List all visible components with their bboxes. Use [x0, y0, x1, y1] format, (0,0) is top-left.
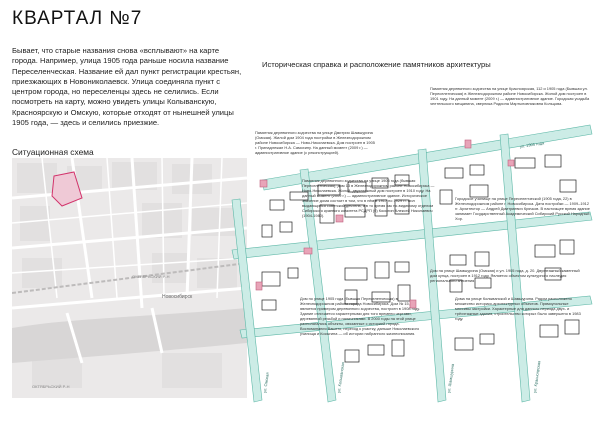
street-label-krasnoyarskaya: ул. Красноярская — [532, 360, 542, 394]
monument-note-6: Дом по улице 1905 года (бывшая Переселенческая) в Железнодорожном районе города Новосибирска. Дом № 15, является примером деревянного зодчества, построен в 1908 году. Здание отличается характерными для того времени чертами, деревянной резьбой и наличниками. В 2000 годы на этой улице располагались объекты, связанные с историей города. Воспоминания Вашего, переход к участку, дальше Николаевского училища и Косыгина — об истории набранного жизнеописания. — [300, 296, 420, 336]
district-bottom-label: ОКТЯБРЬСКИЙ Р-Н — [32, 384, 70, 389]
monument-marker-7[interactable] — [508, 160, 514, 166]
station-label: Новосибирск — [162, 294, 193, 300]
monument-marker-1[interactable] — [260, 180, 267, 187]
district-label: ОКТЯБРЬСКИЙ Р-Н — [132, 274, 170, 279]
monument-marker-4[interactable] — [304, 248, 312, 254]
street-label-shamshurina: ул. Шамшурина — [446, 363, 456, 394]
intro-paragraph: Бывает, что старые названия снова «всплывают» на карте города. Например, улица 1905 года раньше носила название Переселенческая. Название ей дал пункт регистрации крестьян, приезжающих в Новониколаевск. Улица соединяла пункт с центром города, но переселенцы здесь не селились. Если посмотреть на карту, можно увидеть улицы Колыванскую, Красноярскую и Омскую, которые отходят от нынешней улицы 1905 года, — здесь и селились приезжие. — [12, 46, 242, 128]
monument-note-3: Памятник деревянного зодчества на улице 1905 года (бывшая Переселенческая), дом 13 в Железнодорожном районе Новосибирска — Ново-Николаевска. Жилой, двухэтажный дом построен в 1910 году. На данный момент (2009 г.) — административное здание. Историческое значение дома состоит в том, что в нём в 1917 по 1929 гг. жил выдающийся советский деятель, а в то время как по-видимому отделом Сибирского краевого комитета РСДРП (б) Косыгин Алексей Николаевич (1904-1980). — [302, 178, 435, 218]
situation-label: Ситуационная схема — [12, 147, 94, 157]
monument-note-4: Городское училище на улице Переселенческой (1905 года, 22) в Железнодорожном районе г. Новосибирска. Дата постройки — 1909–1912 гг. Архитектор — Андрей Дмитриевич Крячков. В настоящее время здание занимает Государственный Академический Сибирский Русский Народный Хор. — [455, 196, 590, 221]
monument-marker-3[interactable] — [465, 140, 471, 148]
monument-marker-5[interactable] — [256, 282, 262, 290]
street-label-kolyvanskaya: ул. Колыванская — [336, 361, 346, 394]
street-label-1905: ул. 1905 года — [519, 140, 545, 149]
monument-note-1: Памятник деревянного зодчества на улице Красноярская, 112 и 1905 года (Бывшая ул. Переселенческая) в Железнодорожном районе Новосибирска. Жилой дом построен в 1901 году. На данный момент (2009 г.) — административное здание. Городская усадьба челтельского мещанина, сверника Родиона Мартыновниковна Кольцова. — [430, 86, 590, 106]
monument-note-7: Дома на улице Колыванской и Шамшурина. Рядом расположено множество историко-архитектурных объектов. Прямоугольные массивы застройки. Характерные для данного периода двух- и трёхэтажные здания, строительство которых было завершено в 1983 году. — [455, 296, 581, 321]
page-title: КВАРТАЛ №7 — [12, 8, 143, 29]
monument-note-5: Дом на улице Шамшурина (Омская) и ул. 1905 года, д. 20. Двухэтажный каменный дом купца, построен в 1912 году. Является объектом культурного наследия регионального значения. — [430, 268, 580, 283]
street-vertical-left — [232, 199, 262, 402]
street-label-omskaya: ул. Омская — [262, 372, 270, 394]
history-heading: Историческая справка и расположение памятников архитектуры — [262, 60, 491, 69]
monument-note-2: Памятник деревянного зодчества на улице Дмитрия Шамшурина (Омская). Жилой дом 1904 года постройки в Железнодорожном районе Новосибирска — Ново-Николаевска. Дом построен в 1905 г. Принадлежал Н.А. Самохину. На данный момент (2009 г.) — административное здание (с реконструкцией). — [255, 130, 375, 155]
